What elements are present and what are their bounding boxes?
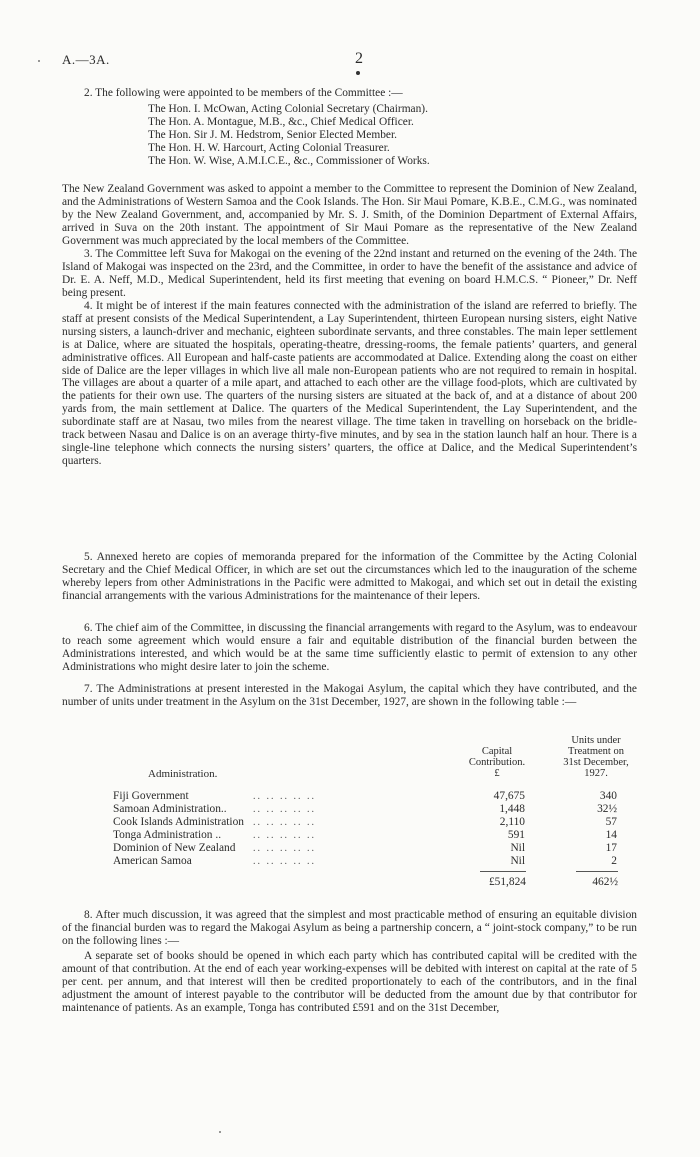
leader-dots: .. .. .. .. .. <box>253 830 316 841</box>
member-item: The Hon. A. Montague, M.B., &c., Chief Medical Officer. <box>148 115 414 128</box>
table-row <box>113 803 643 816</box>
row-administration: American Samoa <box>113 855 192 867</box>
leader-dots: .. .. .. .. .. <box>253 843 316 854</box>
member-item: The Hon. W. Wise, A.M.I.C.E., &c., Commissioner of Works. <box>148 154 430 167</box>
leader-dots: .. .. .. .. .. <box>253 791 316 802</box>
committee-members-list <box>148 103 430 168</box>
row-capital: Nil <box>510 855 525 867</box>
paragraph-2: 2. The following were appointed to be members of the Committee :— <box>84 87 403 99</box>
table-row <box>113 842 643 855</box>
member-item: The Hon. I. McOwan, Acting Colonial Secretary (Chairman). <box>148 103 428 115</box>
units-total: 462½ <box>592 876 618 888</box>
paragraph-new-zealand: The New Zealand Government was asked to appoint a member to the Committee to represent the Dominion of New Zealand, and the Administrations of Western Samoa and the Cook Islands. The Hon. Sir Maui Pomare, K.B.E., C.M.G., was nominated by the New Zealand Government, and, accompanied by Mr. S. J. Smith, of the Dominion Department of External Affairs, arrived in Suva on the 20th instant. The appointment of Sir Maui Pomare as the representative of the New Zealand Government was much appreciated by the local members of the Committee. <box>62 183 637 247</box>
paragraph-7: 7. The Administrations at present interested in the Makogai Asylum, the capital which they have contributed, and the number of units under treatment in the Asylum on the 31st December, 1927, are shown in the following table :— <box>62 683 637 708</box>
paragraph-8: 8. After much discussion, it was agreed that the simplest and most practicable method of ensuring an equitable division of the financial burden was to regard the Makogai Asylum as being a partnership concern, a “ joint-stock company,” to be run on the following lines :— <box>62 909 637 947</box>
member-item: The Hon. H. W. Harcourt, Acting Colonial Treasurer. <box>148 141 390 154</box>
row-units: 14 <box>605 829 617 841</box>
row-units: 32½ <box>597 803 617 815</box>
row-administration: Samoan Administration.. <box>113 803 227 815</box>
table-row <box>113 790 643 803</box>
row-units: 17 <box>605 842 617 854</box>
row-administration: Cook Islands Administration <box>113 816 244 828</box>
row-capital: 2,110 <box>499 816 525 828</box>
leader-dots: .. .. .. .. .. <box>253 817 316 828</box>
row-capital: 47,675 <box>493 790 525 802</box>
paragraph-3: 3. The Committee left Suva for Makogai on the evening of the 22nd instant and returned on the evening of the 24th. The Island of Makogai was inspected on the 23rd, and the Committee, in order to have the benefit of the assistance and advice of Dr. E. A. Neff, M.D., Medical Superintendent, held its first meeting that evening on board H.M.C.S. “ Pioneer,” Dr. Neff being present. <box>62 248 637 299</box>
row-capital: 1,448 <box>499 803 525 815</box>
table-row <box>113 855 643 868</box>
paragraph-4: 4. It might be of interest if the main features connected with the administration of the island are referred to briefly. The staff at present consists of the Medical Superintendent, a Lay Superintendent, thirteen European nursing sisters, eight Native nursing sisters, a launch-driver and mechanic, eighteen subordinate servants, and three constables. The main leper settlement is at Dalice, where are situated the hospitals, operating-theatre, dressing-rooms, the female patients’ quarters, and general administrative offices. All European and half-caste patients are accommodated at Dalice. Extending along the coast on either side of Dalice are the leper villages in which live all male non-European patients who are not required to remain in hospital. The villages are about a quarter of a mile apart, and attached to each other are the village food-plots, which are cultivated by the patients for their own use. The quarters of the nursing sisters are situated at the back of, and at a distance of about 200 yards from, the main settlement at Dalice. The quarters of the Medical Superintendent, the Lay Superintendent, and the subordinate staff are at Nasau, two miles from the nearest village. The time taken in travelling on horseback on the bridle-track between Nasau and Dalice is on an average thirty-five minutes, and by sea in the station launch half an hour. There is a single-line telephone which connects the nursing sisters’ quarters, the office at Dalice, and the Medical Superintendent’s quarters. <box>62 300 637 467</box>
units-total-rule <box>576 871 618 872</box>
paragraph-6: 6. The chief aim of the Committee, in discussing the financial arrangements with regard to the Asylum, was to endeavour to reach some agreement which would ensure a fair and equitable distribution of the financial burden between the Administrations interested, and which would be at the same time sufficiently elastic to permit of extension to any other Administrations who might desire later to join the scheme. <box>62 622 637 673</box>
capital-total-rule <box>480 871 526 872</box>
column-header-capital: Capital Contribution. £ <box>468 746 526 779</box>
row-administration: Fiji Government <box>113 790 189 802</box>
row-units: 2 <box>611 855 617 867</box>
margin-mark <box>38 60 40 62</box>
paragraph-9: A separate set of books should be opened in which each party which has contributed capital will be credited with the amount of that contribution. At the end of each year working-expenses will be debited with interest on capital at the rate of 5 per cent. per annum, and that interest will then be credited proportionately to each of the contributors, and in the final adjustment the amount of interest payable to the contributor will be deducted from the amount due by that contributor for maintenance of patients. As an example, Tonga has contributed £591 and on the 31st December, <box>62 950 637 1014</box>
column-header-units: Units under Treatment on 31st December, 1927. <box>563 735 629 779</box>
row-units: 57 <box>605 816 617 828</box>
member-item: The Hon. Sir J. M. Hedstrom, Senior Elected Member. <box>148 128 397 141</box>
row-administration: Dominion of New Zealand <box>113 842 236 854</box>
row-administration: Tonga Administration .. <box>113 829 222 841</box>
page-number: 2 <box>355 50 363 67</box>
table-row <box>113 829 643 842</box>
row-capital: 591 <box>507 829 525 841</box>
footer-mark <box>219 1131 221 1133</box>
paragraph-5: 5. Annexed hereto are copies of memoranda prepared for the information of the Committee by the Acting Colonial Secretary and the Chief Medical Officer, in which are set out the circumstances which led to the inauguration of the scheme whereby lepers from other Administrations in the Pacific were admitted to Makogai, and which set out in detail the existing financial arrangements with the various Administrations for the maintenance of their lepers. <box>62 551 637 602</box>
row-units: 340 <box>599 790 617 802</box>
table-row <box>113 816 643 829</box>
column-header-administration: Administration. <box>148 768 218 780</box>
document-reference: A.—3A. <box>62 52 110 67</box>
leader-dots: .. .. .. .. .. <box>253 804 316 815</box>
row-capital: Nil <box>510 842 525 854</box>
page-dot <box>356 71 360 75</box>
capital-total: £51,824 <box>488 876 526 888</box>
leader-dots: .. .. .. .. .. <box>253 856 316 867</box>
